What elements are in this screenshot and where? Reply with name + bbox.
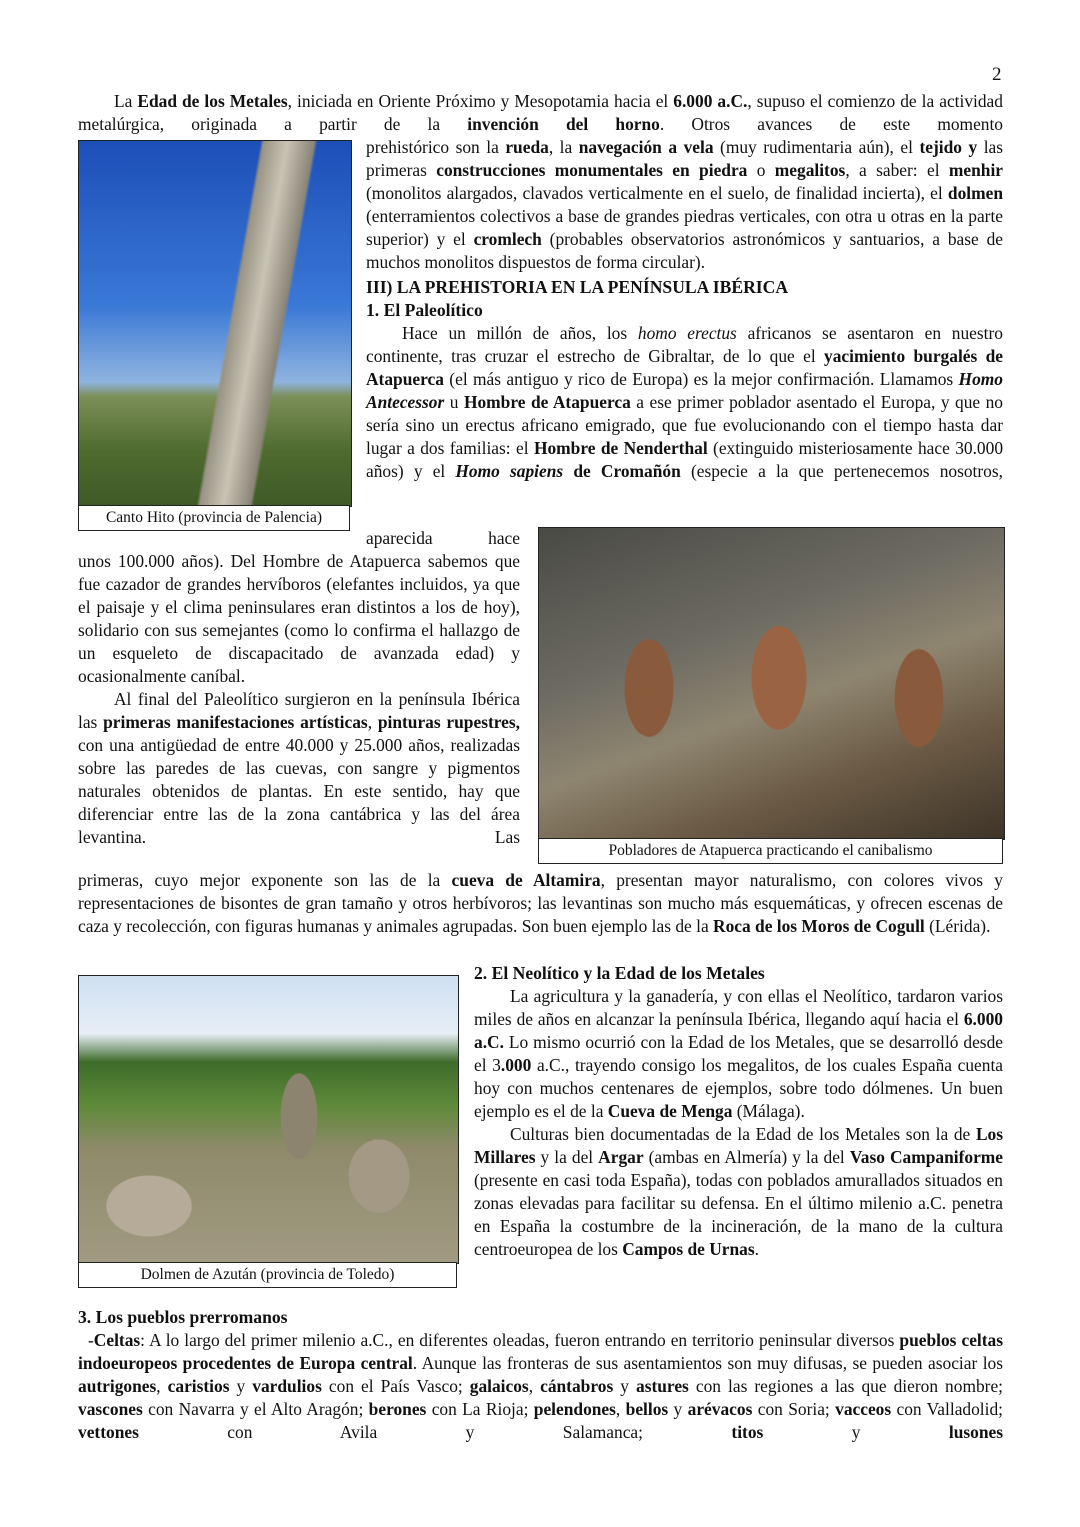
text-run: , bbox=[367, 712, 378, 732]
text-run: (el más antiguo y rico de Europa) es la mejor confirmación. Llamamos bbox=[443, 369, 959, 389]
text-run: y bbox=[668, 1399, 688, 1419]
text-run: primeras, cuyo mejor exponente son las de la bbox=[78, 870, 452, 890]
text-run: con las regiones a las que dieron nombre; bbox=[688, 1376, 1004, 1396]
text-run: con Avila y Salamanca; bbox=[138, 1422, 732, 1442]
emphasized-text: Edad de los Metales bbox=[137, 91, 288, 111]
emphasized-text: astures bbox=[636, 1376, 689, 1396]
emphasized-text: pueblos celtas indoeuropeos procedentes de Europa central bbox=[78, 1330, 1003, 1373]
emphasized-text: cueva de Altamira bbox=[451, 870, 601, 890]
emphasized-text: Cueva de Menga bbox=[607, 1101, 733, 1121]
emphasized-text: vascones bbox=[78, 1399, 143, 1419]
emphasized-text: vettones bbox=[78, 1422, 139, 1442]
text-run: (monolitos alargados, clavados verticalmente en el suelo, de finalidad incierta), el bbox=[366, 183, 948, 203]
text-run: (probables observatorios astronómicos y santuarios, a base de muchos monolitos dispuestos de forma circular). bbox=[366, 229, 1003, 272]
text-run: y bbox=[763, 1422, 949, 1442]
text-run: (Lérida). bbox=[924, 916, 991, 936]
text-run: , presentan mayor naturalismo, con colores vivos y representaciones de bisontes de gran tamaño y otros herbívoros; las levantinas son mucho más esquemáticas, y ofrecen escenas de caza y recolección, con figuras humanas y animales agrupadas. Son buen ejemplo las de la bbox=[78, 870, 1003, 936]
text-run: La agricultura y la ganadería, y con ellas el Neolítico, tardaron varios miles de años en alcanzar la península Ibérica, llegando aquí hacia el bbox=[474, 986, 1003, 1029]
emphasized-text: megalitos bbox=[774, 160, 846, 180]
text-run: (enterramientos colectivos a base de grandes piedras verticales, con otra u otras en la parte superior) y el bbox=[366, 206, 1003, 249]
text-run: y bbox=[229, 1376, 253, 1396]
emphasized-text: vardulios bbox=[252, 1376, 322, 1396]
emphasized-text: titos bbox=[731, 1422, 764, 1442]
text-run: , supuso el comienzo de la actividad metalúrgica, originada a partir de la bbox=[78, 91, 1003, 134]
text-block bbox=[78, 1306, 1003, 1444]
text-run: y bbox=[613, 1376, 636, 1396]
text-run: unos 100.000 años). Del Hombre de Atapuerca sabemos que fue cazador de grandes hervíboros (elefantes incluidos, ya que el paisaje y el clima peninsulares eran distintos a los de hoy), solidario con sus semejantes (como lo confirma el hallazgo de un esqueleto de discapacitado de avanzada edad) y ocasionalmente caníbal. bbox=[78, 551, 520, 686]
emphasized-text: navegación a vela bbox=[578, 137, 714, 157]
text-run: con Navarra y el Alto Aragón; bbox=[142, 1399, 369, 1419]
paragraph bbox=[366, 527, 520, 550]
emphasized-text: Los Millares bbox=[474, 1124, 1003, 1167]
emphasized-text: rueda bbox=[505, 137, 549, 157]
text-run: Lo mismo ocurrió con la Edad de los Metales, que se desarrolló desde el 3 bbox=[474, 1032, 1003, 1075]
emphasized-text: cromlech bbox=[473, 229, 542, 249]
paragraph bbox=[366, 322, 1003, 483]
emphasized-text: yacimiento burgalés de Atapuerca bbox=[366, 346, 1003, 389]
emphasized-text: caristios bbox=[167, 1376, 230, 1396]
paragraph bbox=[78, 90, 1003, 136]
text-run: . Otros avances de este momento bbox=[659, 114, 1004, 134]
emphasized-text: autrigones bbox=[78, 1376, 157, 1396]
paragraph bbox=[366, 136, 1003, 274]
text-run: u bbox=[444, 392, 464, 412]
emphasized-text: Homo Antecessor bbox=[366, 369, 1003, 412]
text-run: - bbox=[88, 1330, 94, 1350]
emphasized-text: lusones bbox=[948, 1422, 1003, 1442]
emphasized-text: Vaso Campaniforme bbox=[849, 1147, 1003, 1167]
text-run: (Málaga). bbox=[732, 1101, 805, 1121]
text-run: aparecida hace bbox=[366, 528, 520, 548]
text-run: a.C., trayendo consigo los megalitos, de los cuales España cuenta hoy con muchos centenares de ejemplos, sobre todo dólmenes. Un buen ejemplo es el de la bbox=[474, 1055, 1004, 1121]
text-block bbox=[366, 136, 1003, 483]
text-run: con La Rioja; bbox=[426, 1399, 534, 1419]
text-run: con Valladolid; bbox=[891, 1399, 1003, 1419]
text-block bbox=[78, 90, 1003, 136]
text-run: La bbox=[114, 91, 138, 111]
emphasized-text: Roca de los Moros de Cogull bbox=[713, 916, 925, 936]
text-run: . bbox=[754, 1239, 759, 1259]
paragraph bbox=[78, 869, 1003, 938]
text-run: (especie a la que pertenecemos nosotros, bbox=[680, 461, 1003, 481]
paragraph bbox=[474, 1123, 1003, 1261]
text-run: , bbox=[615, 1399, 626, 1419]
text-run: Culturas bien documentadas de la Edad de los Metales son la de bbox=[510, 1124, 976, 1144]
text-block bbox=[366, 527, 520, 550]
figure-caption: Dolmen de Azután (provincia de Toledo) bbox=[78, 1262, 457, 1288]
emphasized-text: pinturas rupestres, bbox=[377, 712, 520, 732]
emphasized-text: menhir bbox=[948, 160, 1004, 180]
text-run bbox=[563, 461, 573, 481]
figure-caption: Canto Hito (provincia de Palencia) bbox=[78, 505, 350, 531]
emphasized-text: homo erectus bbox=[637, 323, 737, 343]
text-run: Hace un millón de años, los bbox=[402, 323, 638, 343]
subsection-heading: 1. El Paleolítico bbox=[366, 300, 483, 320]
menhir-photo bbox=[78, 140, 352, 507]
emphasized-text: tejido y bbox=[919, 137, 978, 157]
text-run: con una antigüedad de entre 40.000 y 25.000 años, realizadas sobre las paredes de las cuevas, con sangre y pigmentos naturales obtenidos de plantas. En este sentido, hay que diferenciar entre las de la zona cantábrica y las del área levantina. Las bbox=[78, 735, 520, 847]
paragraph bbox=[78, 550, 520, 688]
emphasized-text: 6.000 a.C. bbox=[474, 1009, 1003, 1052]
emphasized-text: Campos de Urnas bbox=[622, 1239, 755, 1259]
text-run: o bbox=[747, 160, 775, 180]
text-block bbox=[474, 962, 1003, 1261]
emphasized-text: primeras manifestaciones artísticas bbox=[103, 712, 368, 732]
text-run: : A lo largo del primer milenio a.C., en diferentes oleadas, fueron entrando en territorio peninsular diversos bbox=[140, 1330, 900, 1350]
section-heading: III) LA PREHISTORIA EN LA PENÍNSULA IBÉRICA bbox=[366, 277, 789, 297]
emphasized-text: arévacos bbox=[687, 1399, 753, 1419]
subsection-heading: 2. El Neolítico y la Edad de los Metales bbox=[474, 963, 765, 983]
paragraph bbox=[78, 688, 520, 849]
text-run: , a saber: el bbox=[845, 160, 949, 180]
atapuerca-illustration bbox=[538, 527, 1005, 840]
text-run: (presente en casi toda España), todas con poblados amurallados situados en zonas elevadas para facilitar su defensa. En el último milenio a.C. penetra en España la costumbre de la incineración, de la mano de la cultura centroeuropea de los bbox=[474, 1170, 1003, 1259]
emphasized-text: cántabros bbox=[540, 1376, 614, 1396]
text-run: y la del bbox=[535, 1147, 599, 1167]
emphasized-text: bellos bbox=[625, 1399, 669, 1419]
subsection-heading: 3. Los pueblos prerromanos bbox=[78, 1307, 288, 1327]
text-block bbox=[78, 869, 1003, 938]
text-run: , bbox=[528, 1376, 541, 1396]
text-run: con el País Vasco; bbox=[321, 1376, 470, 1396]
emphasized-text: dolmen bbox=[947, 183, 1003, 203]
paragraph bbox=[78, 1329, 1003, 1444]
emphasized-text: galaicos bbox=[469, 1376, 529, 1396]
text-run: las primeras bbox=[366, 137, 1004, 180]
emphasized-text: Hombre de Nenderthal bbox=[533, 438, 708, 458]
text-block bbox=[78, 550, 520, 849]
emphasized-text: berones bbox=[368, 1399, 427, 1419]
emphasized-text: invención del horno bbox=[467, 114, 660, 134]
text-run: (muy rudimentaria aún), el bbox=[713, 137, 920, 157]
figure-caption: Pobladores de Atapuerca practicando el canibalismo bbox=[538, 838, 1003, 864]
emphasized-text: construcciones monumentales en piedra bbox=[436, 160, 748, 180]
text-run: Al final del Paleolítico surgieron en la península Ibérica las bbox=[78, 689, 520, 732]
emphasized-text: Hombre de Atapuerca bbox=[463, 392, 631, 412]
emphasized-text: Argar bbox=[598, 1147, 644, 1167]
emphasized-text: vacceos bbox=[835, 1399, 892, 1419]
text-run: a ese primer poblador asentado el Europa, y que no sería sino un erectus africano emigrado, que fue evolucionando con el tiempo hasta dar lugar a dos familias: el bbox=[366, 392, 1004, 458]
text-run: , bbox=[156, 1376, 168, 1396]
dolmen-photo bbox=[78, 975, 459, 1264]
emphasized-text: Celtas bbox=[93, 1330, 141, 1350]
text-run: . Aunque las fronteras de sus asentamientos son muy difusas, se pueden asociar los bbox=[412, 1353, 1004, 1373]
emphasized-text: 6.000 a.C. bbox=[673, 91, 748, 111]
text-run: , iniciada en Oriente Próximo y Mesopotamia hacia el bbox=[287, 91, 674, 111]
emphasized-text: de Cromañón bbox=[573, 461, 681, 481]
page-number: 2 bbox=[992, 64, 1002, 85]
emphasized-text: Homo sapiens bbox=[455, 461, 564, 481]
text-run: (ambas en Almería) y la del bbox=[643, 1147, 850, 1167]
text-run: prehistórico son la bbox=[366, 137, 506, 157]
emphasized-text: pelendones bbox=[533, 1399, 616, 1419]
text-run: (extinguido misteriosamente hace 30.000 años) y el bbox=[366, 438, 1004, 481]
text-run: con Soria; bbox=[752, 1399, 836, 1419]
emphasized-text: .000 bbox=[500, 1055, 532, 1075]
text-run: africanos se asentaron en nuestro continente, tras cruzar el estrecho de Gibraltar, de lo que el bbox=[366, 323, 1003, 366]
paragraph bbox=[474, 985, 1003, 1123]
text-run: , la bbox=[548, 137, 579, 157]
